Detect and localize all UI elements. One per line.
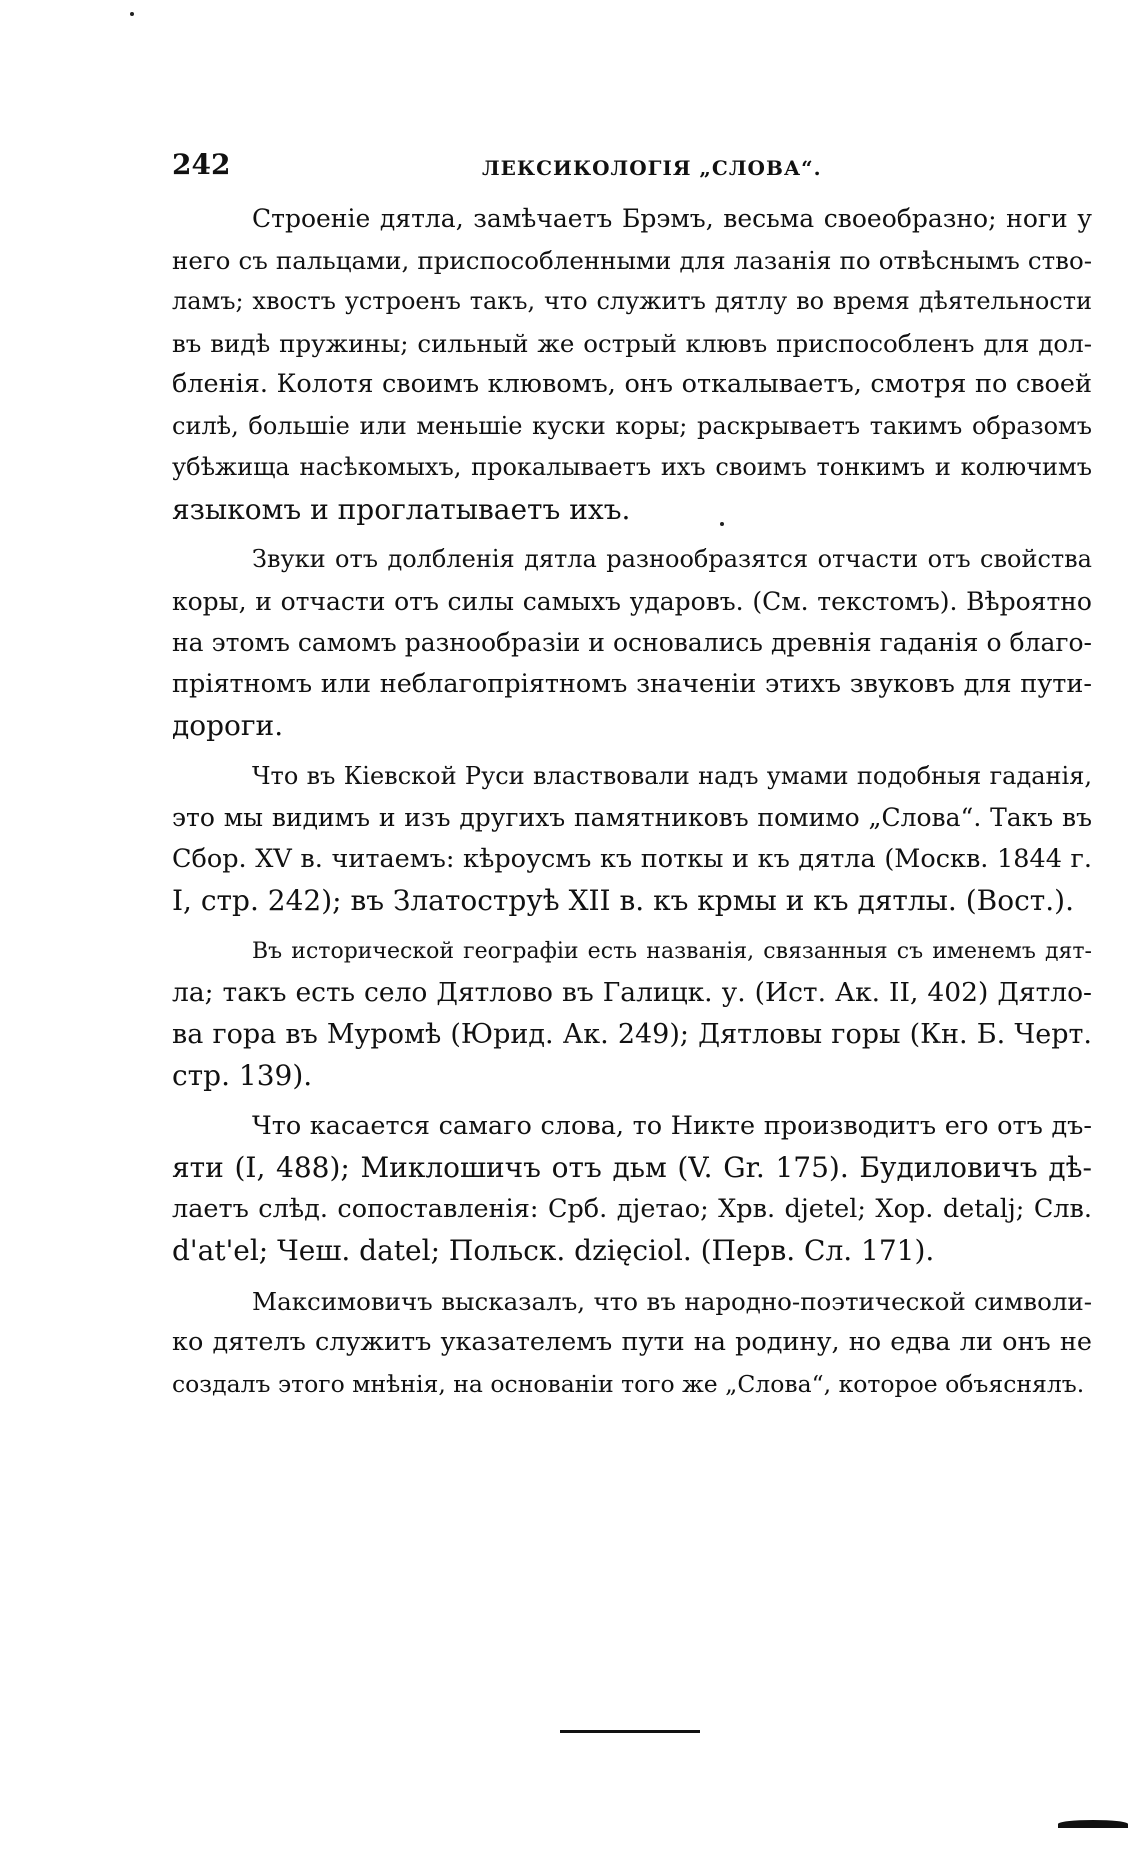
text-line: языкомъ и проглатываетъ ихъ. <box>172 492 631 526</box>
section-divider <box>560 1730 700 1733</box>
text-line: убѣжища насѣкомыхъ, прокалываетъ ихъ своимъ тонкимъ и колючимъ <box>172 453 1092 481</box>
text-line: дороги. <box>172 709 284 742</box>
text-line: I, стр. 242); въ Златоструѣ XII в. къ крмы и къ дятлы. (Вост.). <box>172 884 1074 917</box>
speck-mark <box>130 12 134 16</box>
text-line: Сбор. XV в. читаемъ: кѣроусмъ къ поткы и къ дятла (Москв. 1844 г. <box>172 843 1092 874</box>
text-line: Строеніе дятла, замѣчаетъ Брэмъ, весьма своеобразно; ноги у <box>252 204 1092 233</box>
paragraph-sounds <box>172 539 1092 747</box>
text-line: Звуки отъ долбленія дятла разнообразятся отчасти отъ свойства <box>252 545 1092 573</box>
text-line: Максимовичъ высказалъ, что въ народно-поэтической символи- <box>252 1286 1092 1316</box>
body-text <box>172 198 1092 1414</box>
text-line: ва гора въ Муромѣ (Юрид. Ак. 249); Дятловы горы (Кн. Б. Черт. <box>172 1018 1092 1050</box>
print-mark <box>1058 1820 1128 1828</box>
paragraph-woodpecker-anatomy <box>172 198 1092 530</box>
text-line: Что въ Кіевской Руси властвовали надъ умами подобныя гаданія, <box>252 761 1092 790</box>
paragraph-kievan-rus <box>172 756 1092 922</box>
page-header <box>172 148 1092 188</box>
text-line: бленія. Колотя своимъ клювомъ, онъ откалываетъ, смотря по своей <box>172 369 1092 399</box>
text-line: въ видѣ пружины; сильный же острый клювъ приспособленъ для дол- <box>172 328 1092 358</box>
page-number: 242 <box>172 148 231 181</box>
text-line: силѣ, большіе или меньшіе куски коры; раскрываетъ такимъ образомъ <box>172 411 1092 440</box>
text-line: лаетъ слѣд. сопоставленія: Срб. дјетао; Хрв. djetel; Хор. detalj; Слв. <box>172 1193 1092 1224</box>
text-line: это мы видимъ и изъ другихъ памятниковъ помимо „Слова“. Такъ въ <box>172 803 1092 832</box>
text-line: стр. 139). <box>172 1059 313 1092</box>
text-line: Что касается самаго слова, то Никте производитъ его отъ дъ- <box>252 1110 1092 1141</box>
text-line: Въ исторической географіи есть названія, связанныя съ именемъ дят- <box>252 938 1092 964</box>
text-line: него съ пальцами, приспособленными для лазанія по отвѣснымъ ство- <box>172 245 1092 275</box>
paragraph-geography <box>172 931 1092 1097</box>
text-line: создалъ этого мнѣнія, на основаніи того же „Слова“, которое объяснялъ. <box>172 1369 1085 1398</box>
text-line: ко дятелъ служитъ указателемъ пути на родину, но едва ли онъ не <box>172 1327 1092 1357</box>
paragraph-etymology <box>172 1106 1092 1272</box>
text-line: ла; такъ есть село Дятлово въ Галицк. у. (Ист. Ак. II, 402) Дятло- <box>172 977 1092 1008</box>
paragraph-maksimovich <box>172 1281 1092 1406</box>
speck-mark <box>720 522 724 526</box>
text-line: пріятномъ или неблагопріятномъ значеніи этихъ звуковъ для пути- <box>172 668 1092 699</box>
text-line: яти (I, 488); Миклошичъ отъ дьм (V. Gr. 175). Будиловичъ дѣ- <box>172 1151 1092 1184</box>
running-title: ЛЕКСИКОЛОГІЯ „СЛОВА“. <box>482 156 822 180</box>
text-line: ламъ; хвостъ устроенъ такъ, что служитъ дятлу во время дѣятельности <box>172 287 1092 315</box>
text-line: на этомъ самомъ разнообразіи и основались древнія гаданія о благо- <box>172 628 1092 657</box>
text-line: коры, и отчасти отъ силы самыхъ ударовъ. (См. текстомъ). Вѣроятно <box>172 586 1092 616</box>
text-line: d'at'el; Чеш. datel; Польск. dzięciol. (Перв. Сл. 171). <box>172 1234 935 1267</box>
